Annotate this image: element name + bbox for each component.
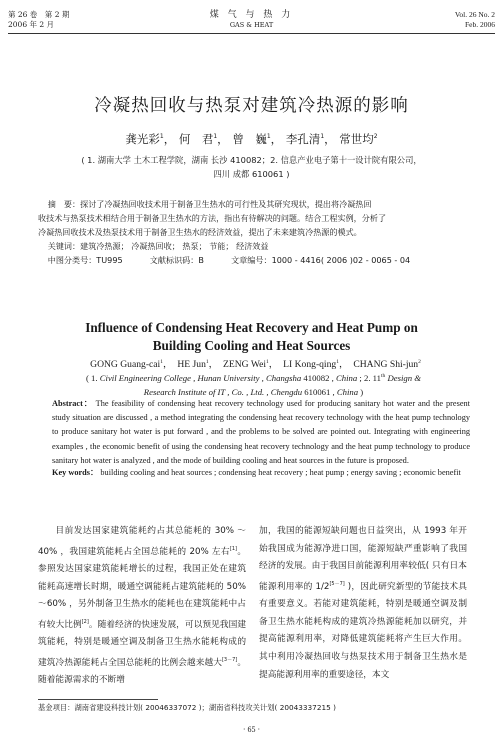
author: 何 君$^1$ [178,132,218,146]
date-en: Feb. 2006 [465,20,495,29]
journal-name-cn: 煤 气 与 热 力 [209,10,294,20]
author-en: CHANG Shi-jun$^2$ [353,358,421,370]
article-no: 1000 - 4416( 2006 )02 - 0065 - 04 [271,255,411,265]
article-no-label: 文章编号： [231,255,272,265]
volume-issue-en: Vol. 26 No. 2 [454,10,495,19]
author-en: HE Jun$^1$ [177,358,209,370]
author-en: GONG Guang-cai$^1$ [90,358,163,370]
author: 龚光彩$^1$ [125,132,164,146]
authors-cn: 龚光彩$^1$， 何 君$^1$， 曾 巍$^1$， 李孔清$^1$， 常世均$^2$ [125,132,378,146]
citation: [3－7] [221,656,238,663]
author-en: LI Kong-qing$^1$ [283,358,339,370]
page-title: 冷凝热回收与热泵对建筑冷热源的影响 [94,96,409,116]
citation: [5－7] [329,580,345,587]
header-center [8,10,495,30]
footnote-funding: 基金项目：湖南省建设科技计划( 20046337072 )；湖南省科技攻关计划( 20043337215 ) [38,703,336,712]
footnote-rule [38,699,158,700]
page-number: · 65 · [242,725,261,734]
citation: [2] [81,618,89,625]
keywords-label: 关键词： [47,241,81,251]
abstract-cn: 摘 要：探讨了冷凝热回收技术用于制备卫生热水的可行性及其研究现状，提出将冷凝热回 收技术与热泵技术相结合用于制备卫生热水的方法，指出有待解决的问题。结合工程实例，分析了 冷凝热回收技术及热泵技术用于制备卫生热水的经济效益，提出了未来建筑冷热源的模式。 关键词：建筑冷热源； 冷凝热回收； 热泵； 节能； 经济效益 中图分类号：TU995 文献标识码：B 文章编号：1000 - 4416( 2006 )02 - 0065 - 04 [38,199,411,265]
keywords-en: building cooling and heat sources ; condensing heat recovery ; heat pump ; energy saving ; economic benefit [100,468,461,477]
author-en: ZENG Wei$^1$ [223,358,269,370]
journal-name-en: GAS & HEAT [229,21,274,29]
affiliation-en: ( 1. Civil Engineering College , Hunan University , Changsha 410082 , China ; 2. 11th Design & Research Institute of IT , Co. , Ltd. , Chengdu 610061 , China ) [85,372,422,397]
volume-issue-cn: 第 26 卷 第 2 期 [8,10,70,19]
affiliation-cn: ( 1. 湖南大学 土木工程学院，湖南 长沙 410082；2. 信息产业电子第十一设计院有限公司， 四川 成都 610061 ) [81,155,422,179]
date-cn: 2006 年 2 月 [8,20,55,29]
keywords-en-label: Key words： [52,468,99,477]
clc-label: 中图分类号： [47,255,97,265]
body-column-right: 加，我国的能源短缺问题也日益突出，从 1993 年开始我国成为能源净进口国，能源短缺严重影响了我国经济的发展。由于我国目前能源利用率较低( 只有日本能源利用率的 1/2[5－7] )，因此研究新型的节能技术具有重要意义。若能对建筑能耗，特别是暖通空调及制备卫生热水能耗构成的建筑冷热源能耗加以研究，并提高能源利用率，对降低建筑能耗将产生巨大作用。其中利用冷凝热回收与热泵技术用于制备卫生热水是提高能源利用率的重要途径，本文 [259,526,467,680]
clc-number: TU995 [96,255,123,265]
doc-code-label: 文献标识码： [149,255,199,265]
abstract-label: 摘 要： [47,199,81,209]
author: 李孔清$^1$ [285,132,325,146]
header-right [455,10,495,30]
authors-en: GONG Guang-cai$^1$， HE Jun$^1$， ZENG Wei$^1$， LI Kong-qing$^1$， CHANG Shi-jun$^2$ [90,358,421,370]
header-rule [8,33,495,34]
body-column-left: 目前发达国家建筑能耗约占其总能耗的 30% ～40% ，我国建筑能耗占全国总能耗的 20% 左右[1]。参照发达国家建筑能耗增长的过程，我国正处在建筑能耗高速增长时期，暖通空调能耗占建筑能耗的 50% ～60% ，另外制备卫生热水的能耗也在建筑能耗中占有较大比例[2]。随着经济的快速发展，可以预见我国建筑能耗，特别是暖通空调及制备卫生热水能耗构成的建筑冷热源能耗占全国总能耗的比例会越来越大[3－7]。随着能源需求的不断增 [38,526,247,686]
author: 常世均$^2$ [339,132,378,146]
keywords-en-block [52,466,470,480]
abstract-en: Abstract： The feasibility of condensing heat recovery technology used for producing sanitary hot water and the present study situation are discussed , a method integrating the condensing heat recovery technology with the heat pump technology to produce sanitary hot water is put forward , and the problems to be solved are pointed out. Integrating with engineering examples , the economic benefit of using the condensing heat recovery technology and the heat pump technology to produce sanitary hot water is analyzed , and the mode of building cooling and heat sources in the future is proposed. [52,399,470,465]
citation: [1] [229,545,237,552]
author: 曾 巍$^1$ [232,132,271,146]
doc-code: B [198,255,204,265]
abstract-en-label: Abstract： [52,399,93,408]
keywords-cn: 建筑冷热源； 冷凝热回收； 热泵； 节能； 经济效益 [80,241,269,251]
title-en: Influence of Condensing Heat Recovery and Heat Pump on Building Cooling and Heat Sources [85,320,418,353]
